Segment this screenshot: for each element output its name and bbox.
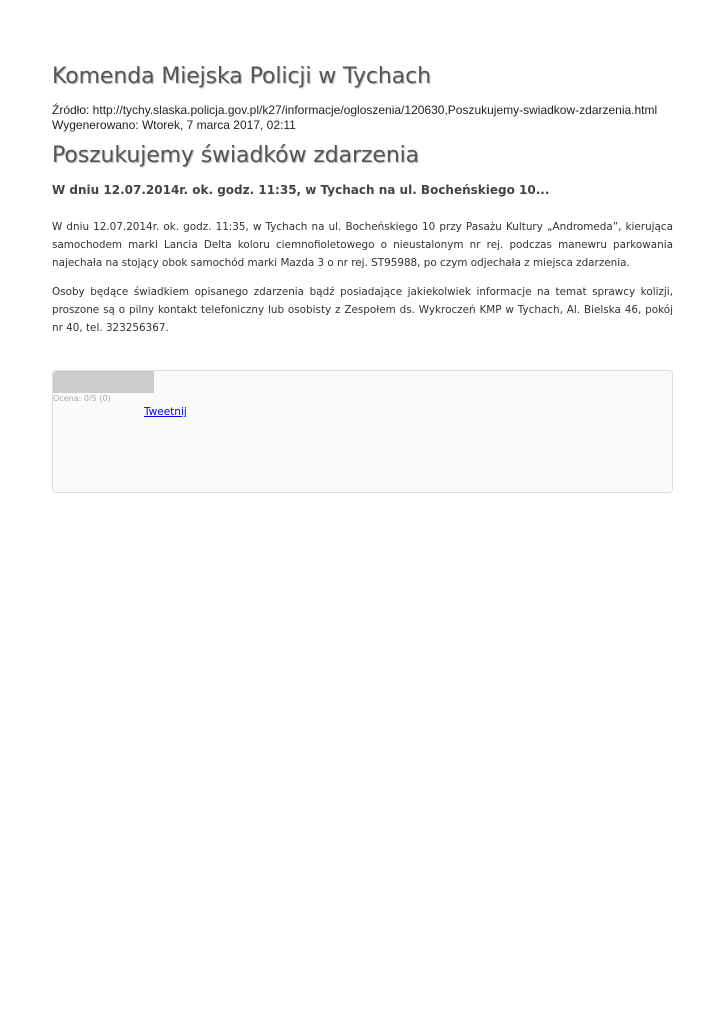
article-title: Poszukujemy świadków zdarzenia — [52, 143, 420, 168]
tweet-link[interactable]: Tweetnij — [144, 406, 187, 418]
document-meta — [52, 103, 657, 132]
rating-bar[interactable] — [53, 371, 154, 393]
article-lead: W dniu 12.07.2014r. ok. godz. 11:35, w Tychach na ul. Bocheńskiego 10... — [52, 183, 550, 197]
site-title: Komenda Miejska Policji w Tychach — [52, 64, 431, 89]
rating-text: Ocena: 0/5 (0) — [53, 394, 111, 403]
article-paragraph: Osoby będące świadkiem opisanego zdarzenia bądź posiadające jakiekolwiek informacje na temat sprawcy kolizji, proszone są o pilny kontakt telefoniczny lub osobisty z Zespołem ds. Wykroczeń KMP w Tychach, Al. Bielska 46, pokój nr 40, tel. 323256367. — [52, 286, 673, 334]
social-rating-widget — [52, 370, 673, 493]
article-paragraph: W dniu 12.07.2014r. ok. godz. 11:35, w Tychach na ul. Bocheńskiego 10 przy Pasażu Kultury „Andromeda”, kierująca samochodem marki Lancia Delta koloru ciemnofioletowego o nieustalonym nr rej. podczas manewru parkowania najechała na stojący obok samochód marki Mazda 3 o nr rej. ST95988, po czym odjechała z miejsca zdarzenia. — [52, 221, 673, 269]
source-line: Źródło: http://tychy.slaska.policja.gov.pl/k27/informacje/ogloszenia/120630,Poszukujemy-swiadkow-zdarzenia.html — [52, 103, 658, 117]
generated-line: Wygenerowano: Wtorek, 7 marca 2017, 02:11 — [52, 117, 296, 132]
article-body — [52, 218, 673, 348]
